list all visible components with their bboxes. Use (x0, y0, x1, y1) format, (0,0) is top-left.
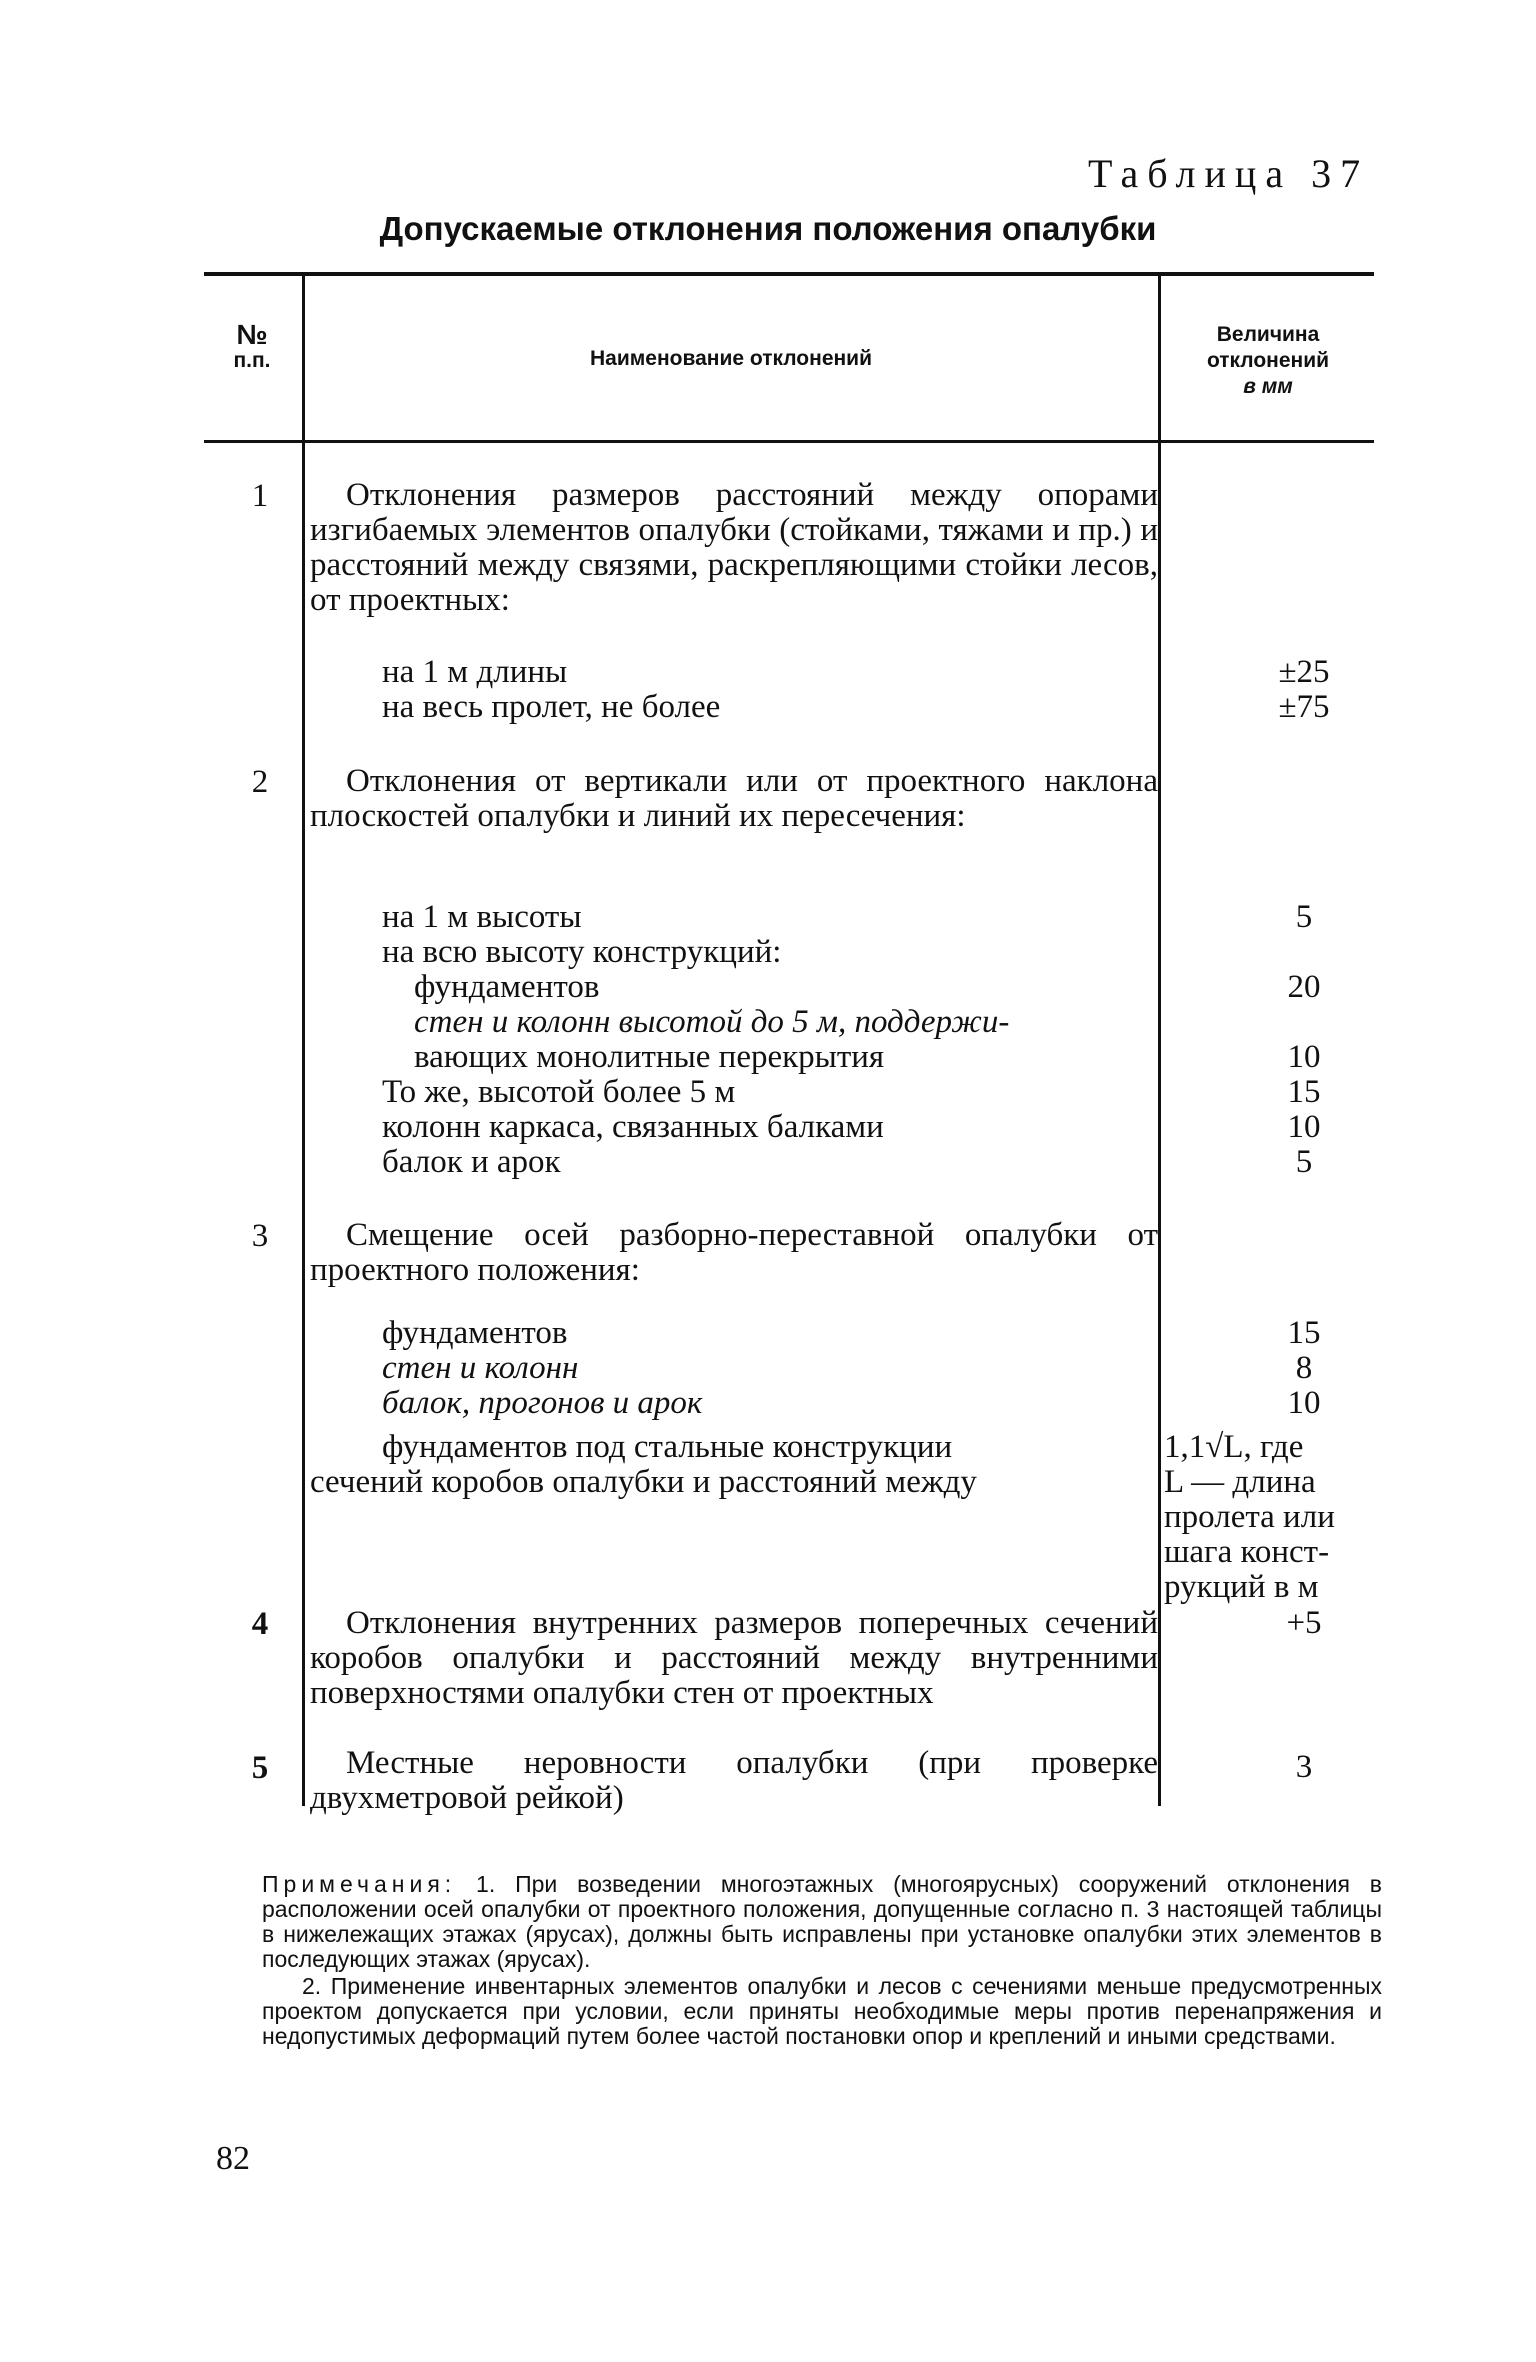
notes-lead: Примечания: (262, 1871, 457, 1897)
row-value: 3 (1295, 1749, 1313, 1785)
row-text: Местные неровности опалубки (при проверке двухметровой рейкой) (310, 1745, 1158, 1816)
row-text: Смещение осей разборно-переставной опалубки от проектного положения: (310, 1217, 1158, 1288)
row-value: 20 (1287, 969, 1321, 1005)
page-number: 82 (216, 2140, 250, 2177)
row-value: 8 (1295, 1350, 1313, 1386)
row-number: 4 (251, 1606, 269, 1642)
row-item: балок, прогонов и арок (382, 1385, 703, 1421)
table-top-rule (204, 272, 1374, 276)
row-value: ±25 (1278, 654, 1330, 690)
row-value: 15 (1287, 1315, 1321, 1351)
header-num (204, 319, 300, 374)
row-item: на 1 м длины (382, 654, 568, 690)
row-value: 10 (1287, 1385, 1321, 1421)
row-item: вающих монолитные перекрытия (414, 1039, 885, 1075)
row-value: 10 (1287, 1039, 1321, 1075)
table-title: Допускаемые отклонения положения опалубки (379, 210, 1157, 247)
row-item: колонн каркаса, связанных балками (382, 1109, 884, 1145)
row-item: фундаментов (382, 1315, 568, 1351)
note-1 (262, 1872, 1382, 1972)
row-text: Отклонения внутренних размеров поперечных сечений коробов опалубки и расстояний между внутренними поверхностями опалубки стен от проектных (310, 1605, 1158, 1711)
row-item: фундаментов под стальные конструкции (382, 1429, 953, 1465)
row-item: стен и колонн (382, 1350, 579, 1386)
row-item: на весь пролет, не более (382, 689, 721, 725)
row-text: Отклонения размеров расстояний между опорами изгибаемых элементов опалубки (стойками, тяжами и пр.) и расстояний между связями, раскрепляющими стойки лесов, от проектных: (310, 477, 1158, 618)
row-number: 2 (251, 764, 269, 800)
row-item: на 1 м высоты (382, 899, 582, 935)
row-text: Отклонения от вертикали или от проектного наклона плоскостей опалубки и линий их пересечения: (310, 763, 1158, 834)
row-number: 5 (251, 1750, 269, 1786)
row-value: 5 (1295, 1144, 1313, 1180)
formula-line: пролета или (1164, 1499, 1335, 1535)
row-value: 15 (1287, 1074, 1321, 1110)
row-text-continuation: сечений коробов опалубки и расстояний между (310, 1464, 977, 1500)
row-item: стен и колонн высотой до 5 м, поддержи- (414, 1004, 1010, 1040)
header-value-line3: в мм (1243, 375, 1293, 398)
header-value-line1: Величина (1216, 323, 1320, 346)
note-1-text: 1. При возведении многоэтажных (многоярусных) сооружений отклонения в расположении осей опалубки от проектного положения, допущенные согласно п. 3 настоящей таблицы в нижележащих этажах (ярусах), должны быть исправлены при установке опалубки этих элементов в последующих этажах (ярусах). (262, 1871, 1382, 1972)
row-value: 10 (1287, 1109, 1321, 1145)
row-value: +5 (1286, 1605, 1322, 1641)
row-item: балок и арок (382, 1144, 561, 1180)
formula-line: рукций в м (1164, 1569, 1319, 1605)
formula-line: шага конст- (1164, 1534, 1330, 1570)
notes-block (262, 1872, 1382, 2049)
row-value: 5 (1295, 899, 1313, 935)
table-header-rule (204, 440, 1374, 443)
row-number: 3 (251, 1218, 269, 1254)
header-num-label: п.п. (233, 349, 271, 372)
row-item: фундаментов (414, 969, 600, 1005)
row-value-formula (1164, 1430, 1364, 1605)
formula-line: L — длина (1164, 1464, 1316, 1500)
header-name: Наименование отклонений (589, 347, 872, 370)
note-2: 2. Применение инвентарных элементов опалубки и лесов с сечениями меньше предусмотренных проектом допускается при условии, если приняты необходимые меры против перенапряжения и недопустимых деформаций путем более частой постановки опор и креплений и иными средствами. (262, 1973, 1382, 2049)
row-number: 1 (251, 478, 269, 514)
header-value (1162, 322, 1374, 400)
column-divider-right (1158, 276, 1161, 1806)
header-num-symbol: № (236, 319, 268, 350)
row-item: на всю высоту конструкций: (382, 934, 782, 970)
header-value-line2: отклонений (1206, 349, 1330, 372)
formula-line: 1,1√L, где (1164, 1429, 1304, 1465)
row-value: ±75 (1278, 689, 1330, 725)
row-item: То же, высотой более 5 м (382, 1074, 736, 1110)
column-divider-left (302, 276, 305, 1806)
table-label: Таблица 37 (1088, 151, 1370, 196)
